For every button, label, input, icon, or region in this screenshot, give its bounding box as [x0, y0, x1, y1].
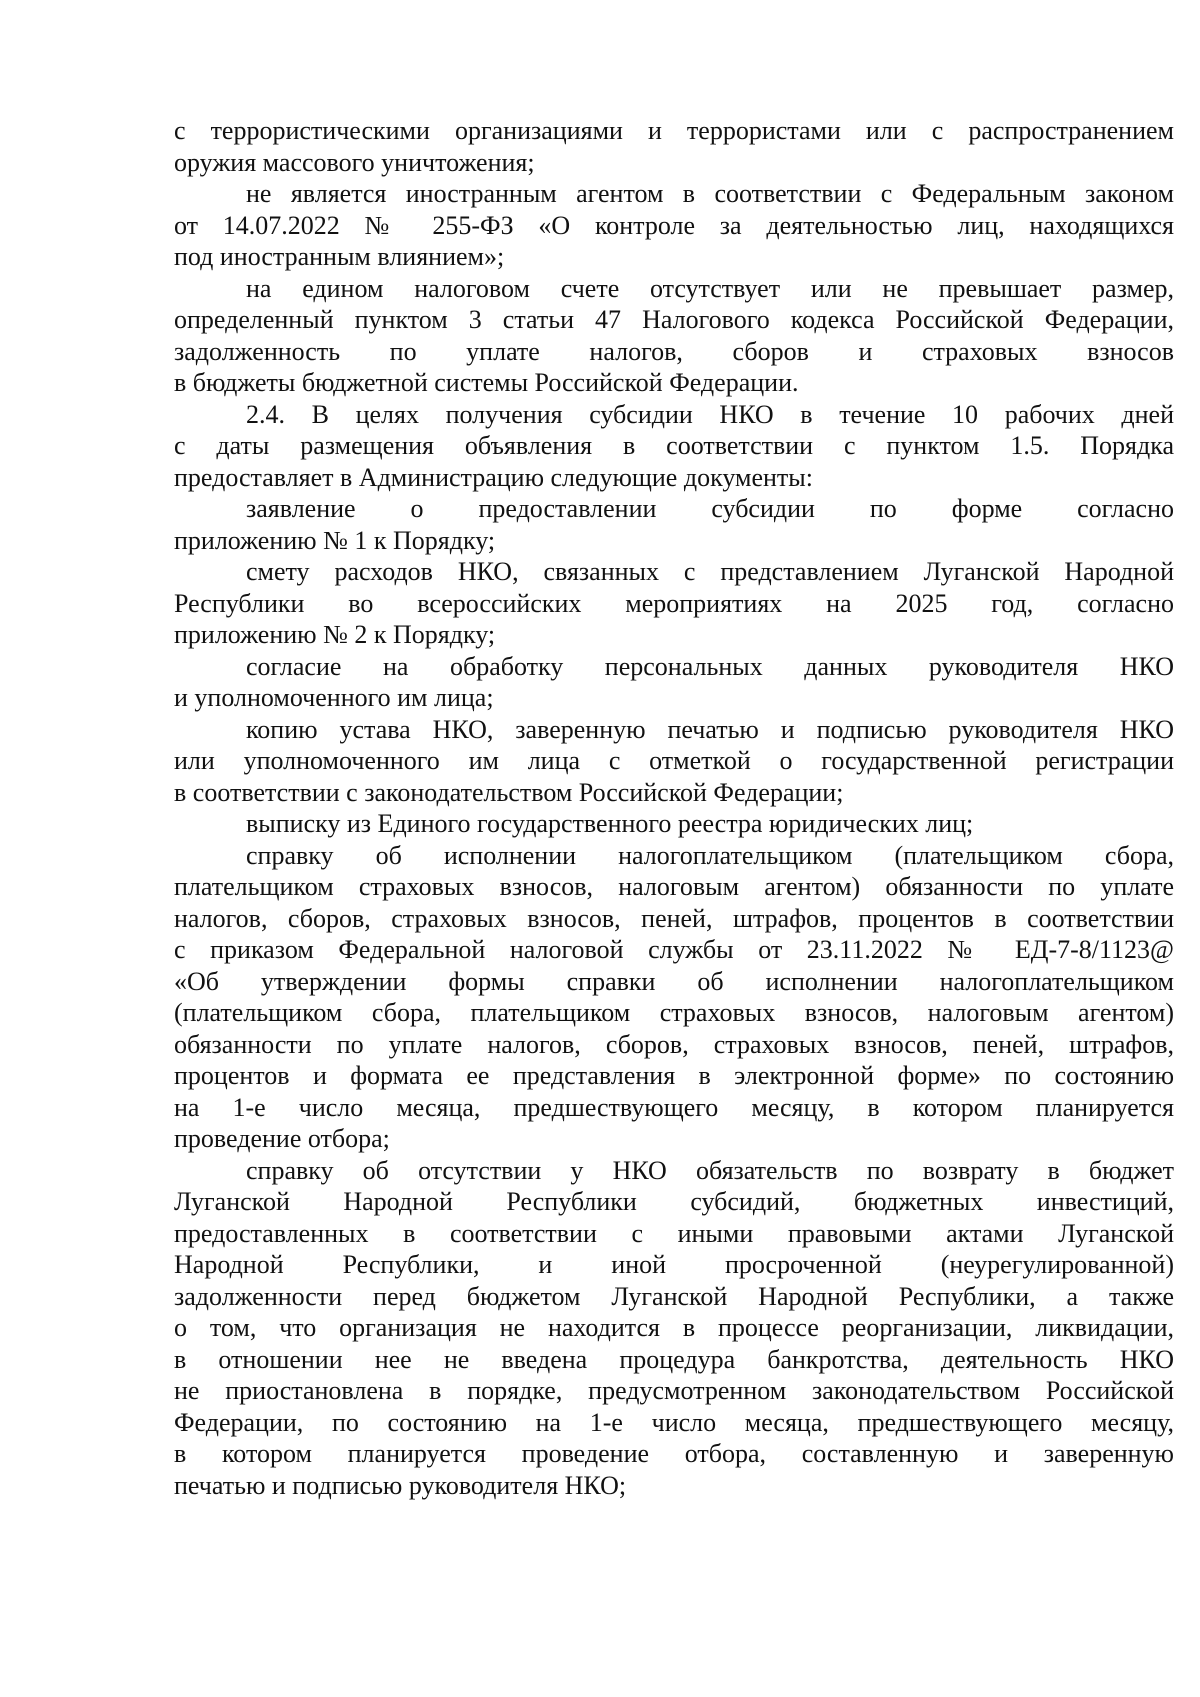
text-line: выписку из Единого государственного реестра юридических лиц;: [246, 809, 974, 838]
document-page: [174, 115, 1174, 1501]
text-line: смету расходов НКО, связанных с представлением Луганской Народной: [246, 557, 1174, 586]
text-line: не является иностранным агентом в соответствии с Федеральным законом: [246, 179, 1174, 208]
paragraph-tax-account: [174, 273, 1174, 399]
text-line: в соответствии с законодательством Российской Федерации;: [174, 777, 844, 807]
paragraph-foreign-agent: [174, 178, 1174, 273]
text-line: на 1-е число месяца, предшествующего месяцу, в котором планируется: [174, 1092, 1174, 1122]
paragraph-2-4: [174, 399, 1174, 494]
text-line: копию устава НКО, заверенную печатью и подписью руководителя НКО: [246, 714, 1174, 744]
text-line: с приказом Федеральной налоговой службы от 23.11.2022 № ЕД-7-8/1123@: [174, 935, 1174, 964]
paragraph-estimate: [174, 556, 1174, 651]
paragraph-no-obligations: [174, 1155, 1174, 1502]
paragraph-terror: [174, 115, 1174, 178]
text-line: обязанности по уплате налогов, сборов, страховых взносов, пеней, штрафов,: [174, 1029, 1174, 1059]
text-line: оружия массового уничтожения;: [174, 147, 535, 177]
text-line: справку об исполнении налогоплательщиком (плательщиком сбора,: [246, 840, 1174, 870]
text-line: «Об утверждении формы справки об исполнении налогоплательщиком: [174, 966, 1174, 996]
text-line: и уполномоченного им лица;: [174, 683, 494, 712]
text-line: о том, что организация не находится в процессе реорганизации, ликвидации,: [174, 1313, 1174, 1342]
text-line: в бюджеты бюджетной системы Российской Федерации.: [174, 368, 799, 397]
text-line: предоставленных в соответствии с иными правовыми актами Луганской: [174, 1218, 1174, 1248]
text-line: задолженности перед бюджетом Луганской Народной Республики, а также: [174, 1281, 1174, 1311]
text-line: налогов, сборов, страховых взносов, пеней, штрафов, процентов в соответствии: [174, 903, 1174, 933]
text-line: с террористическими организациями и террористами или с распространением: [174, 116, 1174, 145]
text-line: Федерации, по состоянию на 1-е число месяца, предшествующего месяцу,: [174, 1407, 1174, 1437]
text-line: согласие на обработку персональных данных руководителя НКО: [246, 651, 1174, 681]
text-line: задолженность по уплате налогов, сборов и страховых взносов: [174, 336, 1174, 366]
paragraph-charter: [174, 714, 1174, 809]
text-line: процентов и формата ее представления в электронной форме» по состоянию: [174, 1061, 1174, 1090]
text-line: в отношении нее не введена процедура банкротства, деятельность НКО: [174, 1344, 1174, 1374]
text-line: проведение отбора;: [174, 1124, 390, 1153]
text-line: Луганской Народной Республики субсидий, бюджетных инвестиций,: [174, 1187, 1174, 1216]
text-line: или уполномоченного им лица с отметкой о государственной регистрации: [174, 746, 1174, 775]
text-line: с даты размещения объявления в соответствии с пунктом 1.5. Порядка: [174, 431, 1174, 460]
text-line: приложению № 2 к Порядку;: [174, 620, 496, 649]
text-line: 2.4. В целях получения субсидии НКО в течение 10 рабочих дней: [246, 399, 1174, 429]
text-line: заявление о предоставлении субсидии по форме согласно: [246, 494, 1174, 523]
text-line: на едином налоговом счете отсутствует или не превышает размер,: [246, 273, 1174, 303]
text-line: определенный пунктом 3 статьи 47 Налогового кодекса Российской Федерации,: [174, 305, 1174, 334]
text-line: плательщиком страховых взносов, налоговым агентом) обязанности по уплате: [174, 872, 1174, 901]
text-line: под иностранным влиянием»;: [174, 242, 505, 271]
text-line: Народной Республики, и иной просроченной (неурегулированной): [174, 1250, 1174, 1279]
text-line: Республики во всероссийских мероприятиях на 2025 год, согласно: [174, 588, 1174, 618]
paragraph-tax-certificate: [174, 840, 1174, 1155]
paragraph-egrul: [174, 808, 1174, 840]
text-line: справку об отсутствии у НКО обязательств по возврату в бюджет: [246, 1155, 1174, 1185]
text-line: в котором планируется проведение отбора, составленную и заверенную: [174, 1439, 1174, 1468]
text-line: приложению № 1 к Порядку;: [174, 525, 496, 555]
text-line: предоставляет в Администрацию следующие документы:: [174, 462, 813, 492]
paragraph-consent: [174, 651, 1174, 714]
text-line: печатью и подписью руководителя НКО;: [174, 1470, 627, 1500]
text-line: (плательщиком сбора, плательщиком страховых взносов, налоговым агентом): [174, 998, 1174, 1027]
paragraph-application: [174, 493, 1174, 556]
text-line: от 14.07.2022 № 255-ФЗ «О контроле за деятельностью лиц, находящихся: [174, 210, 1174, 240]
text-line: не приостановлена в порядке, предусмотренном законодательством Российской: [174, 1376, 1174, 1405]
